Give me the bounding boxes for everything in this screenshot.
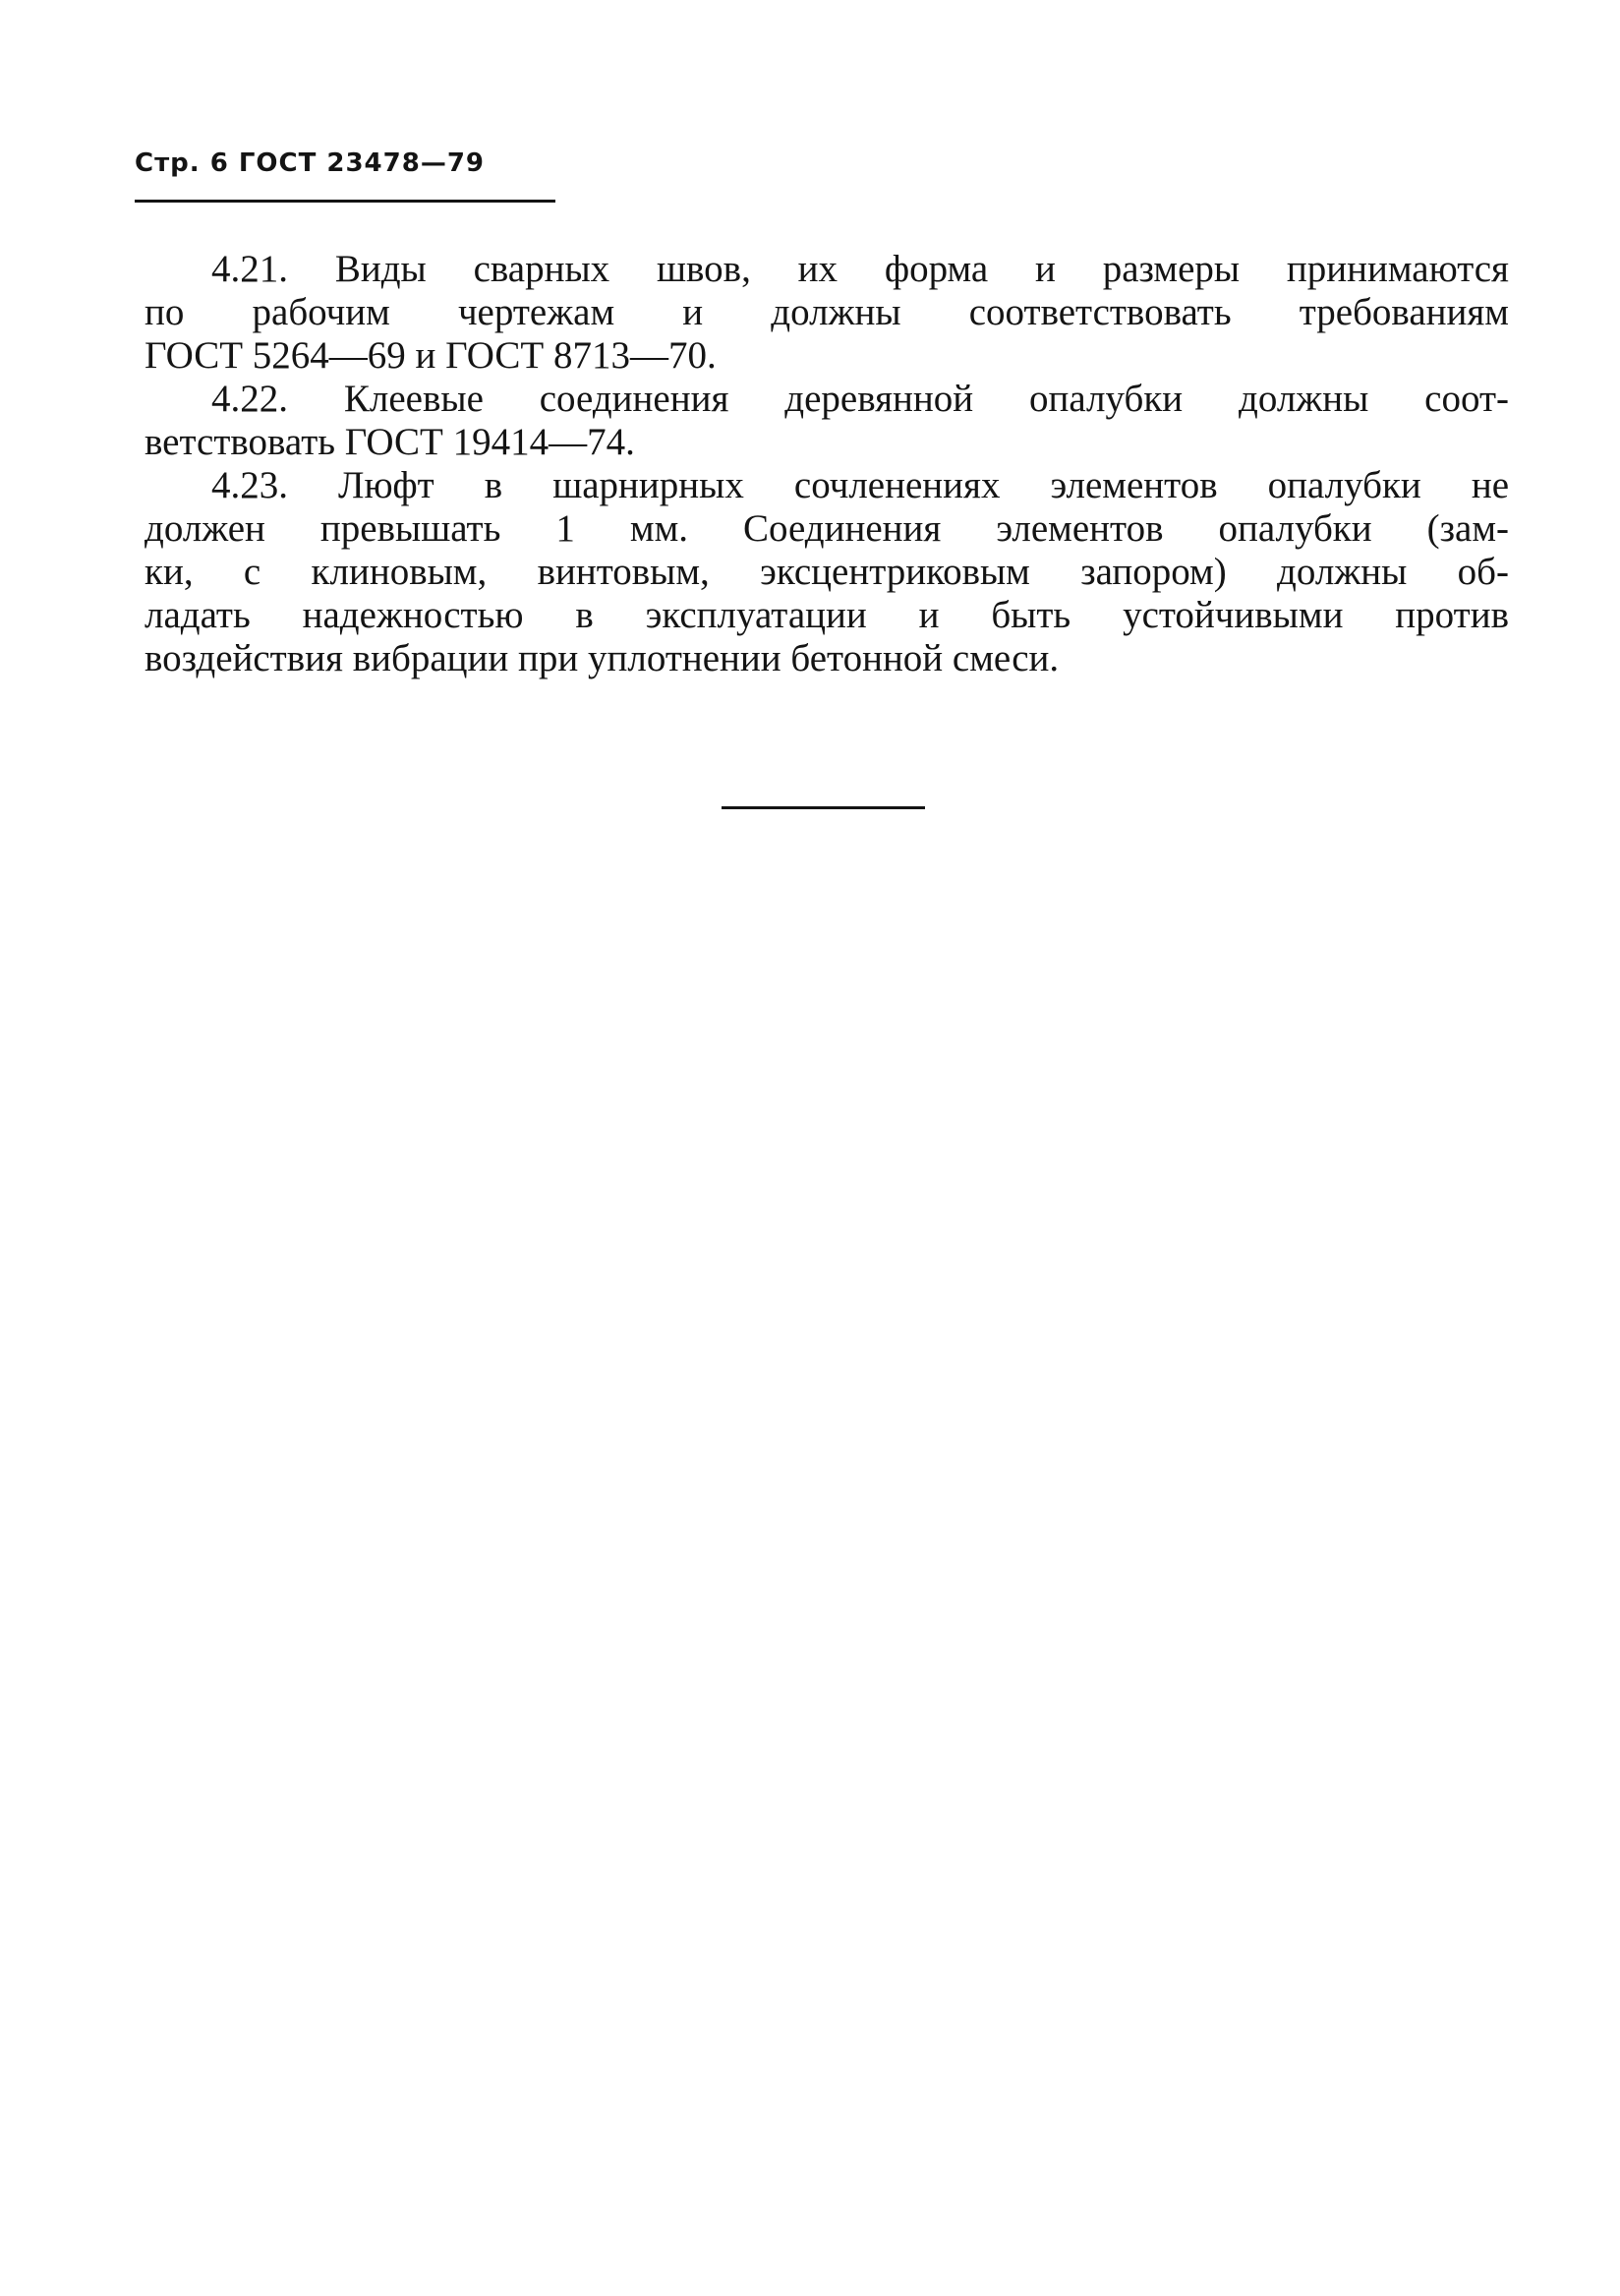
clause-4-23-line-2: должен превышать 1 мм. Соединения элементов опалубки (зам- — [145, 507, 1509, 550]
page-header: Стр. 6 ГОСТ 23478—79 — [135, 148, 486, 178]
clause-4-22-line-2: ветствовать ГОСТ 19414—74. — [145, 421, 635, 463]
clause-4-23-line-5: воздействия вибрации при уплотнении бетонной смеси. — [145, 637, 1060, 679]
header-rule — [135, 200, 555, 203]
clause-4-23-line-3: ки, с клиновым, винтовым, эксцентриковым запором) должны об- — [145, 551, 1509, 593]
clause-4-21-line-3: ГОСТ 5264—69 и ГОСТ 8713—70. — [145, 334, 717, 377]
clause-4-21-line-2: по рабочим чертежам и должны соответствовать требованиям — [145, 291, 1509, 333]
body-text — [145, 248, 1509, 680]
end-of-text-rule — [722, 806, 925, 809]
clause-4-22-line-1: 4.22. Клеевые соединения деревянной опалубки должны соот- — [211, 378, 1509, 420]
clause-4-21-line-1: 4.21. Виды сварных швов, их форма и размеры принимаются — [211, 248, 1509, 290]
clause-4-23-line-1: 4.23. Люфт в шарнирных сочленениях элементов опалубки не — [211, 464, 1509, 506]
clause-4-23-line-4: ладать надежностью в эксплуатации и быть устойчивыми против — [145, 594, 1509, 636]
